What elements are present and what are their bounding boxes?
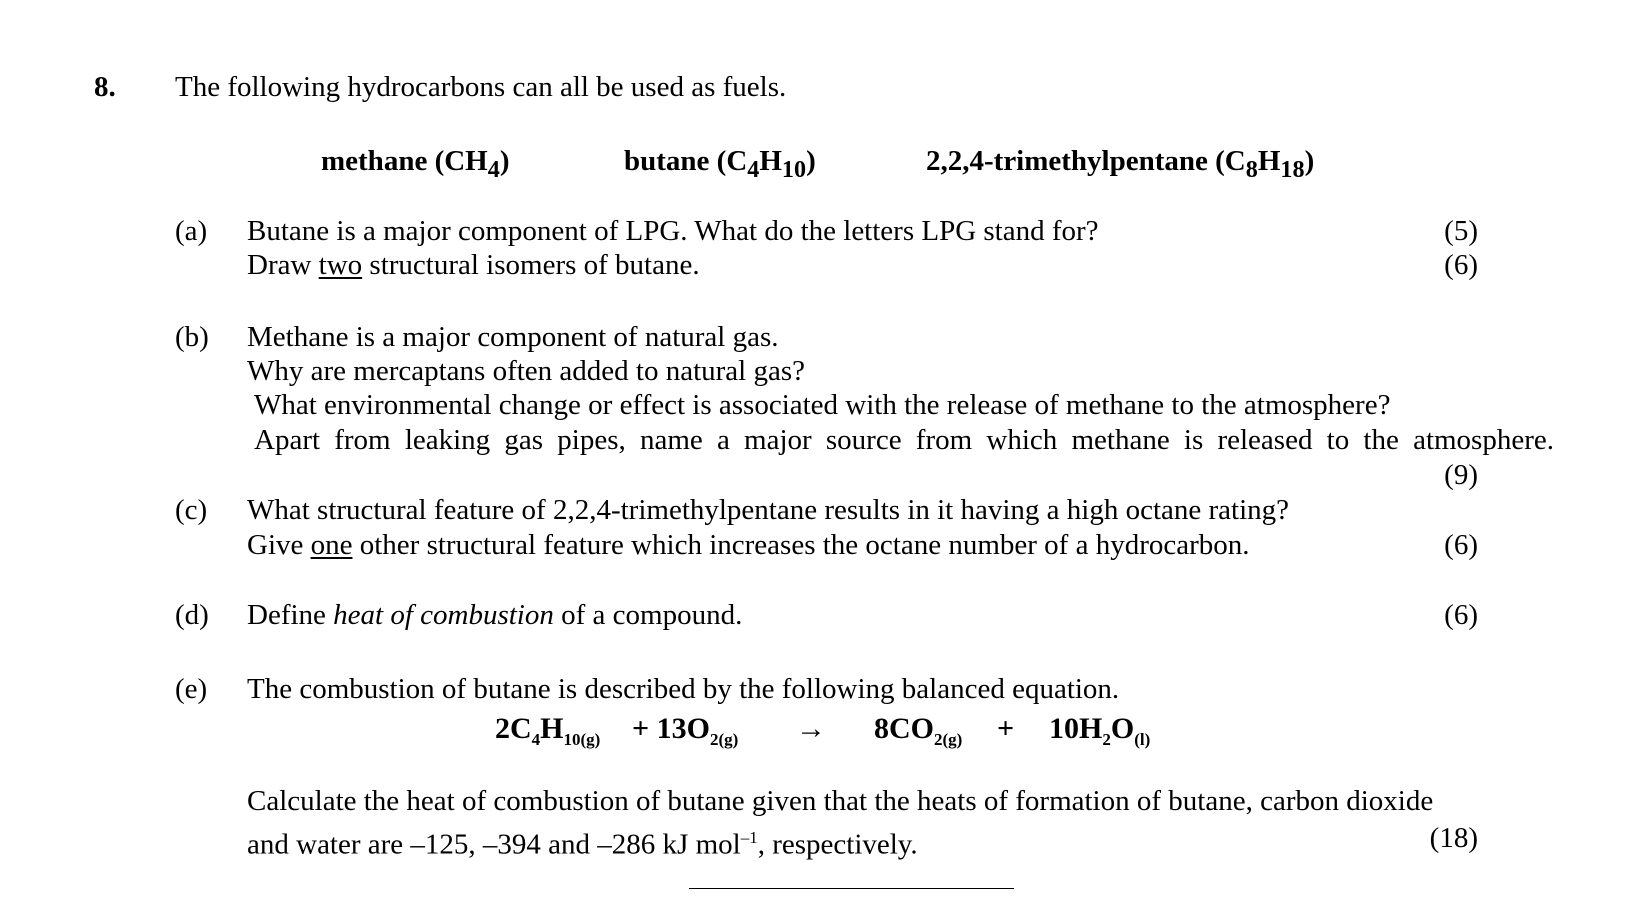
part-b-label: (b) — [175, 321, 209, 353]
part-e-label: (e) — [175, 673, 208, 705]
equation-reactant-oxygen: + $13O_{2(g)}$ — [632, 712, 739, 749]
question-number: 8. — [94, 71, 116, 103]
part-d-text: Define heat of combustion of a compound. — [247, 599, 743, 631]
fuel-trimethylpentane: 2,2,4-trimethylpentane $(C_8H_{18})$ — [926, 145, 1315, 183]
part-c-label: (c) — [175, 494, 208, 526]
part-b-line1: Methane is a major component of natural gas. — [247, 321, 779, 353]
part-a-mark2: (6) — [1444, 249, 1478, 281]
part-a-label: (a) — [175, 215, 208, 247]
fuel-butane: butane $(C_4H_{10})$ — [624, 145, 816, 183]
part-e-line1: The combustion of butane is described by the following balanced equation. — [247, 673, 1120, 705]
part-c-line2: Give one other structural feature which increases the octane number of a hydrocarbon. — [247, 529, 1250, 561]
part-e-mark: (18) — [1429, 822, 1478, 854]
part-a-line1: Butane is a major component of LPG. What do the letters LPG stand for? — [247, 215, 1099, 247]
part-d-mark: (6) — [1444, 599, 1478, 631]
part-b-line4: Apart from leaking gas pipes, name a major source from which methane is released to the atmosphere. — [254, 424, 1554, 456]
equation-reactant-butane: $2C_4H_{10(g)}$ — [495, 712, 601, 749]
part-e-calc-line2: and water are –125, –394 and –286 kJ mol$^{-1}$, respectively. — [247, 828, 918, 861]
equation-plus: + — [997, 712, 1015, 745]
equation-product-co2: $8CO_{2(g)}$ — [874, 712, 963, 749]
fuel-methane: methane $(CH_4)$ — [321, 145, 510, 183]
equation-arrow: → — [796, 712, 826, 745]
part-b-mark: (9) — [1444, 459, 1478, 491]
end-rule — [689, 888, 1014, 889]
equation-product-water: $10H_2O_{(l)}$ — [1049, 712, 1151, 749]
part-a-line2: Draw two structural isomers of butane. — [247, 249, 700, 281]
part-d-label: (d) — [175, 599, 209, 631]
part-e-calc-line1: Calculate the heat of combustion of butane given that the heats of formation of butane, carbon dioxide — [247, 785, 1434, 817]
part-b-line3: What environmental change or effect is associated with the release of methane to the atmosphere? — [254, 389, 1391, 421]
part-c-mark: (6) — [1444, 529, 1478, 561]
question-intro: The following hydrocarbons can all be used as fuels. — [175, 71, 787, 103]
part-a-mark1: (5) — [1444, 215, 1478, 247]
part-c-line1: What structural feature of 2,2,4-trimethylpentane results in it having a high octane rating? — [247, 494, 1290, 526]
part-b-line2: Why are mercaptans often added to natural gas? — [247, 355, 805, 387]
